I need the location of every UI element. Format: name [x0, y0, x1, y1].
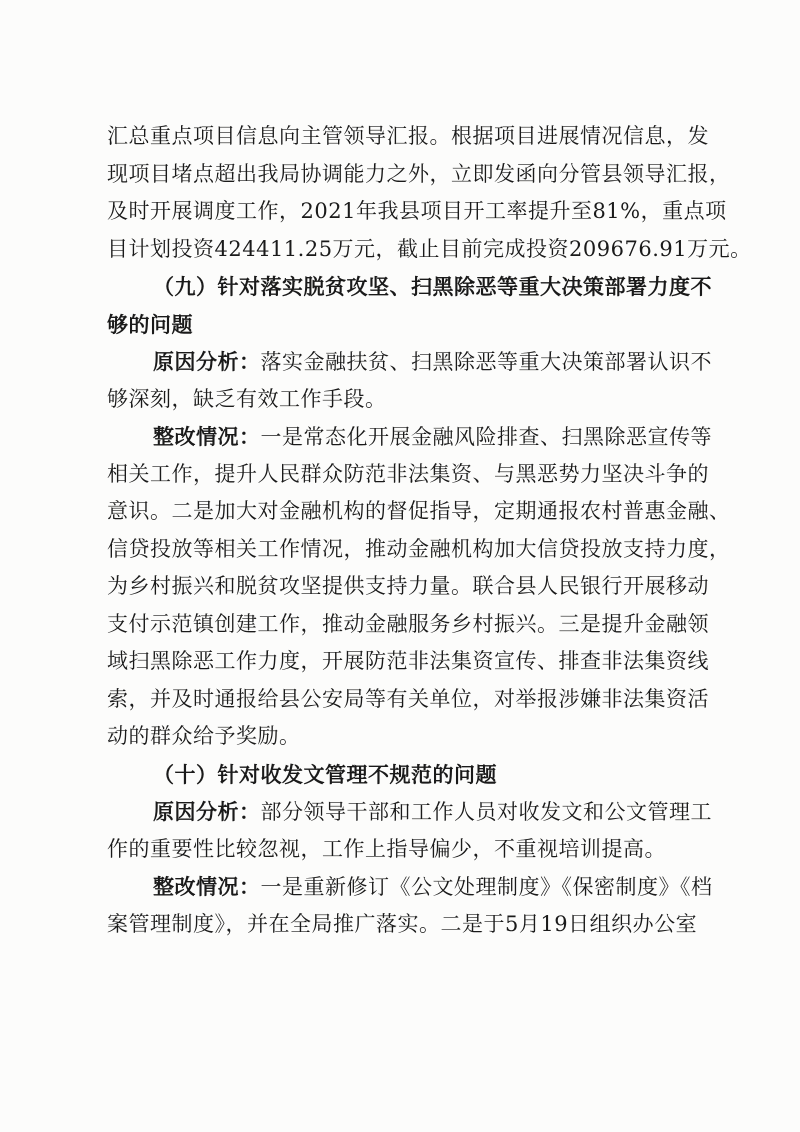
paragraph-line: 及时开展调度工作，2021年我县项目开工率提升至81%，重点项 — [107, 199, 727, 223]
paragraph-line: 信贷投放等相关工作情况，推动金融机构加大信贷投放支持力度， — [107, 536, 731, 561]
section-heading: （十）针对收发文管理不规范的问题 — [153, 761, 497, 787]
paragraph-line: 为乡村振兴和脱贫攻坚提供支持力量。联合县人民银行开展移动 — [107, 574, 709, 598]
paragraph-line: 域扫黑除恶工作力度，开展防范非法集资宣传、排查非法集资线 — [107, 649, 709, 673]
paragraph-line: 目计划投资424411.25万元，截止目前完成投资209676.91万元。 — [107, 236, 752, 261]
body-text — [107, 118, 752, 943]
paragraph-line: 意识。二是加大对金融机构的督促指导，定期通报农村普惠金融、 — [107, 499, 731, 523]
paragraph-line: 汇总重点项目信息向主管领导汇报。根据项目进展情况信息，发 — [107, 124, 709, 148]
paragraph-line: 相关工作，提升人民群众防范非法集资、与黑恶势力坚决斗争的 — [107, 461, 709, 486]
line-text: 一是常态化开展金融风险排查、扫黑除恶宣传等 — [260, 425, 712, 449]
paragraph-line: 动的群众给予奖励。 — [107, 724, 301, 748]
paragraph-line: 案管理制度》，并在全局推广落实。二是于5月19日组织办公室 — [107, 911, 698, 936]
paragraph-line — [107, 343, 712, 381]
paragraph-line: 索，并及时通报给县公安局等有关单位，对举报涉嫌非法集资活 — [107, 686, 709, 711]
paragraph-line — [107, 793, 712, 831]
lead-label: 整改情况： — [153, 874, 261, 899]
line-text: 部分领导干部和工作人员对收发文和公文管理工 — [260, 800, 712, 824]
section-heading: 够的问题 — [107, 311, 193, 337]
line-text: 落实金融扶贫、扫黑除恶等重大决策部署认识不 — [260, 350, 712, 374]
line-text: 一是重新修订《公文处理制度》《保密制度》《档 — [260, 875, 713, 899]
paragraph-line: 够深刻，缺乏有效工作手段。 — [107, 386, 387, 411]
paragraph-line: 作的重要性比较忽视，工作上指导偏少，不重视培训提高。 — [107, 836, 666, 861]
paragraph-line — [107, 868, 713, 906]
paragraph-line — [107, 418, 712, 456]
lead-label: 原因分析： — [153, 349, 261, 374]
lead-label: 整改情况： — [153, 424, 261, 449]
section-heading: （九）针对落实脱贫攻坚、扫黑除恶等重大决策部署力度不 — [153, 274, 712, 299]
paragraph-line: 支付示范镇创建工作，推动金融服务乡村振兴。三是提升金融领 — [107, 611, 709, 636]
paragraph-line: 现项目堵点超出我局协调能力之外，立即发函向分管县领导汇报， — [107, 161, 731, 186]
lead-label: 原因分析： — [153, 799, 261, 824]
